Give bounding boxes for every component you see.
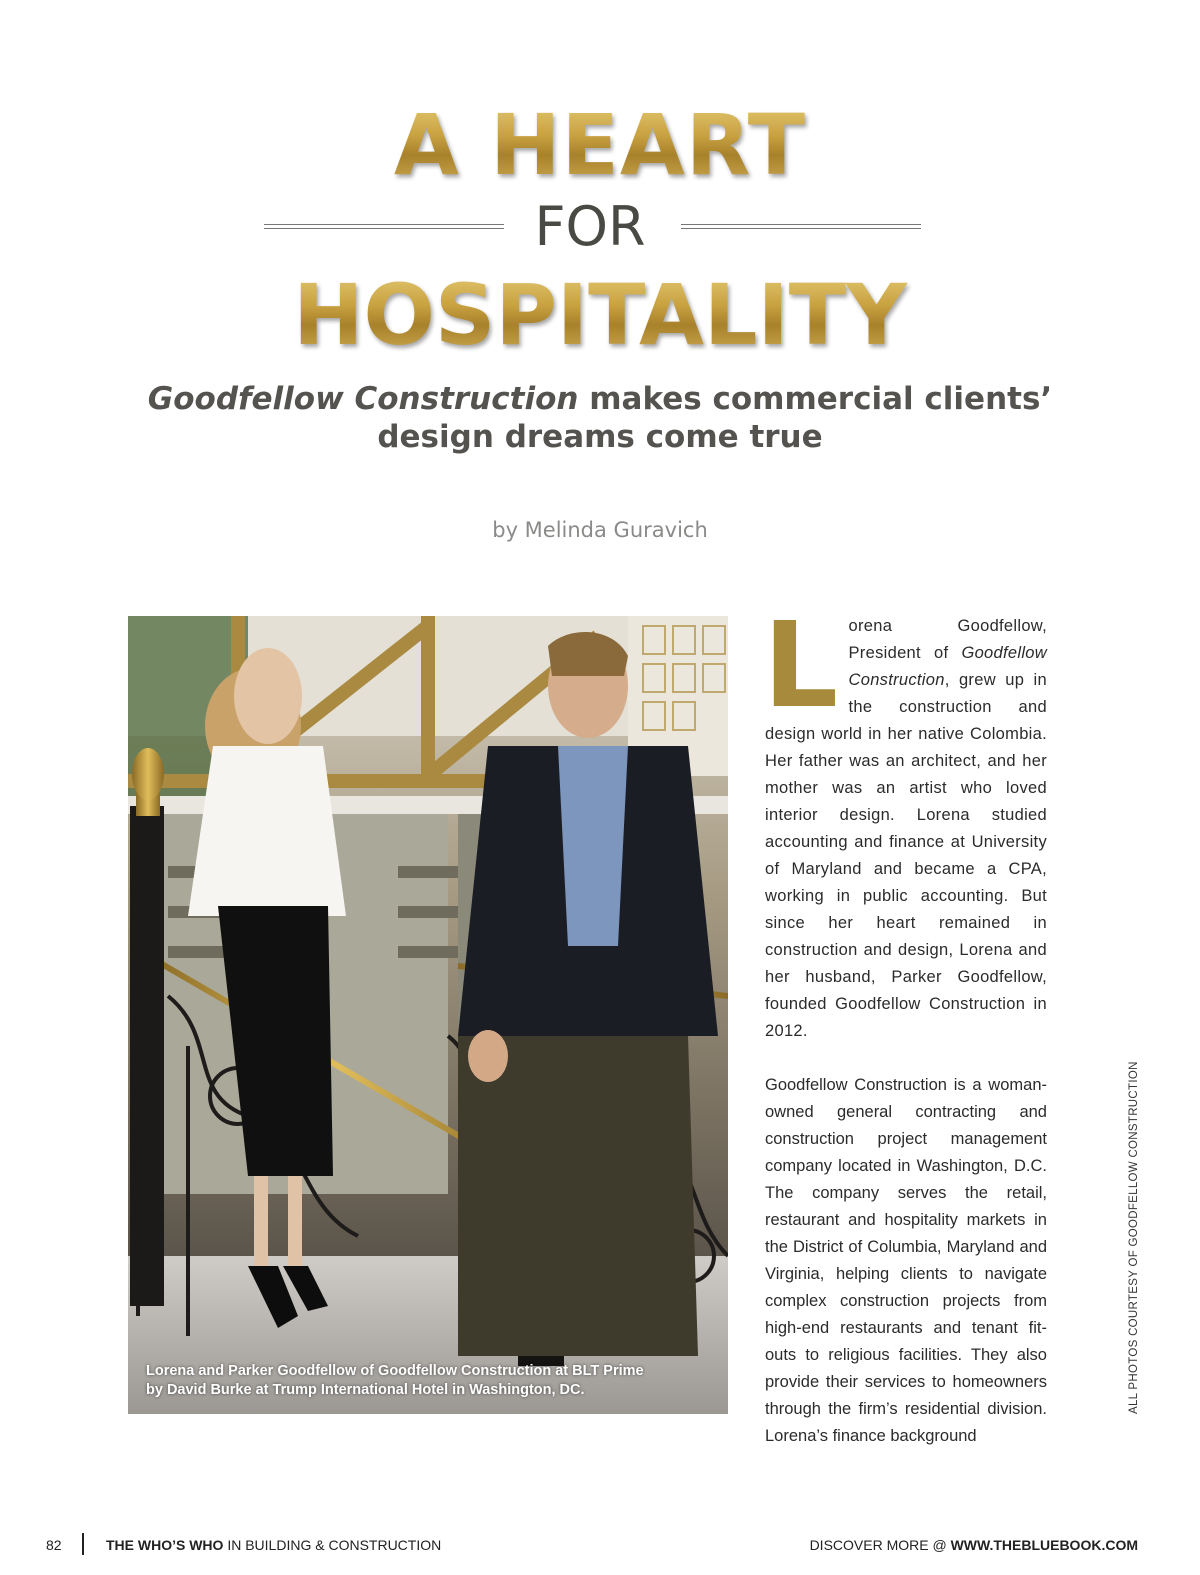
discover-url-link[interactable]: WWW.THEBLUEBOOK.COM [950, 1537, 1138, 1553]
page-footer [0, 1533, 1200, 1557]
subtitle-line-2: design dreams come true [377, 419, 823, 455]
paragraph-1-lead: orena Goodfellow, President of [848, 617, 1047, 662]
article-paragraph-1 [763, 596, 1047, 1045]
footer-divider [82, 1533, 84, 1555]
article-paragraph-2: Goodfellow Construction is a woman-owned general contracting and construction project management company located in Washington, D.C. The company serves the retail, restaurant and hospitality markets in the District of Columbia, Maryland and Virginia, helping clients to navigate complex construction projects from high-end restaurants and tenant fit-outs to religious facilities. They also provide their services to homeowners through the firm’s residential division. Lorena’s finance background [765, 1076, 1047, 1445]
headline-for-row [0, 197, 1200, 257]
discover-more [810, 1537, 1138, 1553]
photo-illustration [128, 616, 728, 1414]
subtitle-rest: makes commercial clients’ [578, 381, 1053, 417]
photo-caption [146, 1362, 716, 1400]
drop-cap: L [763, 596, 839, 734]
subtitle-company: Goodfellow Construction [147, 381, 579, 417]
subtitle [100, 380, 1100, 456]
headline-line-1: A HEART [0, 95, 1200, 195]
article-body [763, 596, 1047, 1450]
left-double-rule [264, 224, 504, 229]
page-number: 82 [46, 1537, 62, 1553]
paragraph-1-rest: , grew up in the construction and design world in her native Colombia. Her father was an architect, and her mother was an artist who loved interior design. Lorena studied accounting and finance at University of Maryland and became a CPA, working in public accounting. But since her heart remained in construction and design, Lorena and her husband, Parker Goodfellow, founded Goodfellow Construction in 2012. [765, 671, 1047, 1040]
publication-name-rest: IN BUILDING & CONSTRUCTION [223, 1537, 442, 1553]
photo-caption-line-1: Lorena and Parker Goodfellow of Goodfellow Construction at BLT Prime [146, 1363, 644, 1379]
headline-line-3: HOSPITALITY [0, 265, 1200, 365]
publication-name-bold: THE WHO’S WHO [106, 1537, 224, 1553]
feature-photo [128, 616, 728, 1414]
photo-caption-line-2: by David Burke at Trump International Hotel in Washington, DC. [146, 1382, 585, 1398]
publication-name [106, 1537, 441, 1553]
byline: by Melinda Guravich [492, 518, 708, 542]
photo-credit: ALL PHOTOS COURTESY OF GOODFELLOW CONSTRUCTION [1128, 1061, 1140, 1414]
headline-line-2: FOR [534, 195, 646, 258]
discover-prefix: DISCOVER MORE @ [809, 1537, 951, 1553]
paragraph-1-company: Goodfellow Construction [848, 644, 1047, 689]
right-double-rule [681, 224, 921, 229]
